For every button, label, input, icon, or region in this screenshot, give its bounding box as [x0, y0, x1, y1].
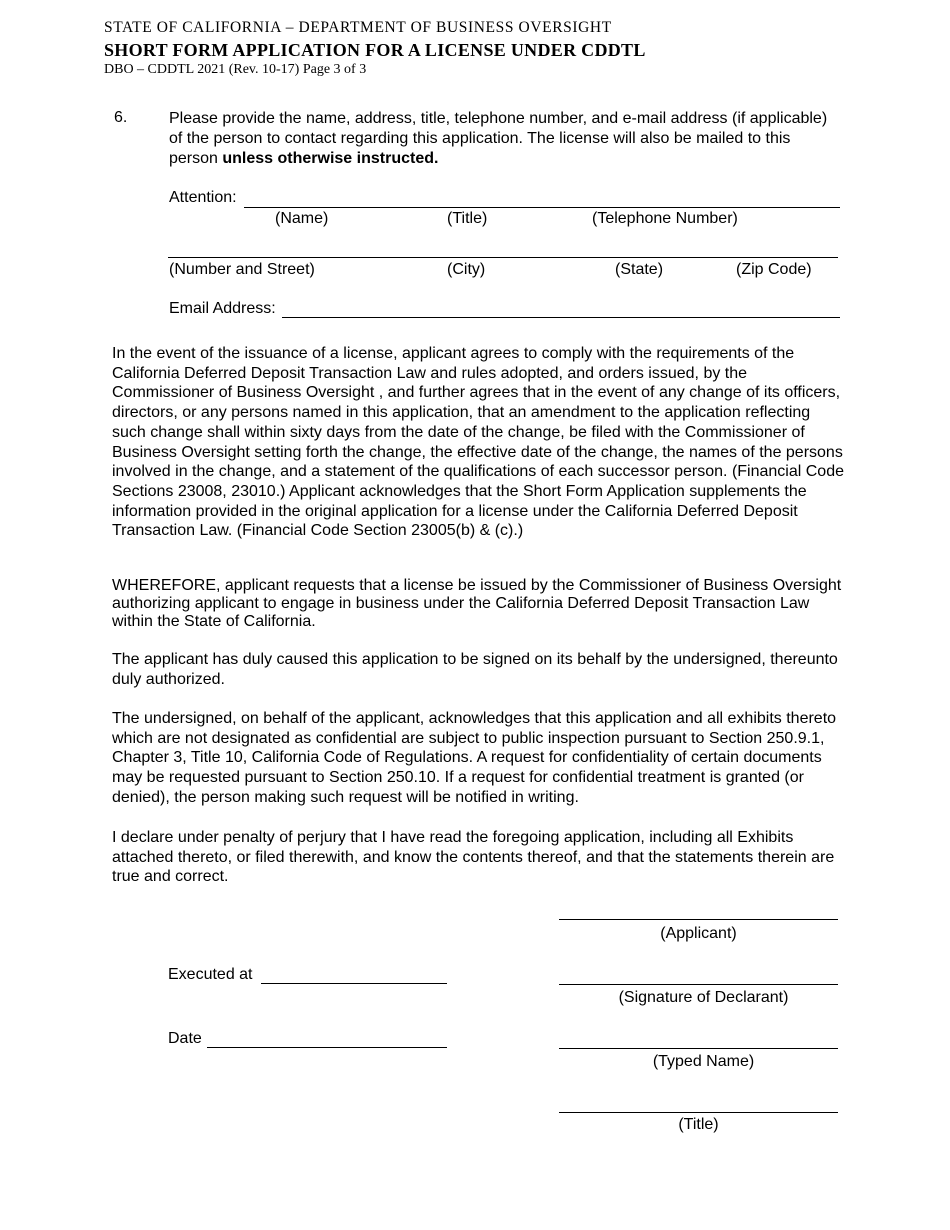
email-field[interactable]	[282, 317, 840, 318]
attention-label: Attention:	[169, 189, 237, 206]
zip-caption: (Zip Code)	[736, 261, 812, 278]
title-line[interactable]	[559, 1112, 838, 1113]
executed-at-field[interactable]	[261, 983, 447, 984]
declarant-signature-line[interactable]	[559, 984, 838, 985]
applicant-signature-line[interactable]	[559, 919, 838, 920]
agency-header: STATE OF CALIFORNIA – DEPARTMENT OF BUSINESS OVERSIGHT	[104, 19, 612, 36]
applicant-caption: (Applicant)	[660, 925, 737, 942]
wherefore-paragraph: WHEREFORE, applicant requests that a license be issued by the Commissioner of Business Oversight authorizing applicant to engage in business under the California Deferred Deposit Transaction Law within the State of California.	[112, 577, 842, 630]
typed-name-line[interactable]	[559, 1048, 838, 1049]
name-caption: (Name)	[275, 210, 329, 227]
signer-title-caption: (Title)	[678, 1116, 719, 1133]
city-caption: (City)	[447, 261, 486, 278]
date-field[interactable]	[207, 1047, 447, 1048]
authorization-paragraph: The applicant has duly caused this application to be signed on its behalf by the undersigned, thereunto duly authorized.	[112, 651, 838, 688]
state-caption: (State)	[615, 261, 664, 278]
date-label: Date	[168, 1030, 202, 1047]
address-field[interactable]	[168, 257, 838, 258]
title-caption: (Title)	[447, 210, 488, 227]
street-caption: (Number and Street)	[169, 261, 315, 278]
form-title: SHORT FORM APPLICATION FOR A LICENSE UNDER CDDTL	[104, 40, 646, 60]
declarant-caption: (Signature of Declarant)	[618, 989, 789, 1006]
question-text-bold: unless otherwise instructed.	[222, 150, 439, 167]
executed-at-label: Executed at	[168, 966, 253, 983]
phone-caption: (Telephone Number)	[592, 210, 738, 227]
agreement-paragraph: In the event of the issuance of a license, applicant agrees to comply with the requirements of the California Deferred Deposit Transaction Law and rules adopted, and orders issued, by the Commissioner of Business Oversight , and further agrees that in the event of any change of its officers, directors, or any persons named in this application, that an amendment to the application reflecting such change shall within sixty days from the date of the change, be filed with the Commissioner of Business Oversight setting forth the change, the effective date of the change, the names of the persons involved in the change, and a statement of the qualifications of each successor person. (Financial Code Sections 23008, 23010.) Applicant acknowledges that the Short Form Application supplements the information provided in the original application for a license under the California Deferred Deposit Transaction Law. (Financial Code Section 23005(b) & (c).)	[112, 345, 844, 540]
form-id: DBO – CDDTL 2021 (Rev. 10-17) Page 3 of 3	[104, 62, 367, 77]
typed-name-caption: (Typed Name)	[652, 1053, 755, 1070]
attention-field[interactable]	[244, 207, 840, 208]
question-number: 6.	[114, 109, 128, 126]
email-label: Email Address:	[169, 300, 276, 317]
confidentiality-paragraph: The undersigned, on behalf of the applicant, acknowledges that this application and all exhibits thereto which are not designated as confidential are subject to public inspection pursuant to Section 250.9.1, Chapter 3, Title 10, California Code of Regulations. A request for confidentiality of certain documents may be requested pursuant to Section 250.10. If a request for confidential treatment is granted (or denied), the person making such request will be notified in writing.	[112, 710, 837, 806]
question-text	[169, 109, 841, 169]
declaration-paragraph: I declare under penalty of perjury that I have read the foregoing application, including all Exhibits attached thereto, or filed therewith, and know the contents thereof, and that the statements therein are true and correct.	[112, 829, 835, 886]
question-text-main: Please provide the name, address, title, telephone number, and e-mail address (if applicable) of the person to contact regarding this application. The license will also be mailed to this person	[169, 110, 828, 167]
